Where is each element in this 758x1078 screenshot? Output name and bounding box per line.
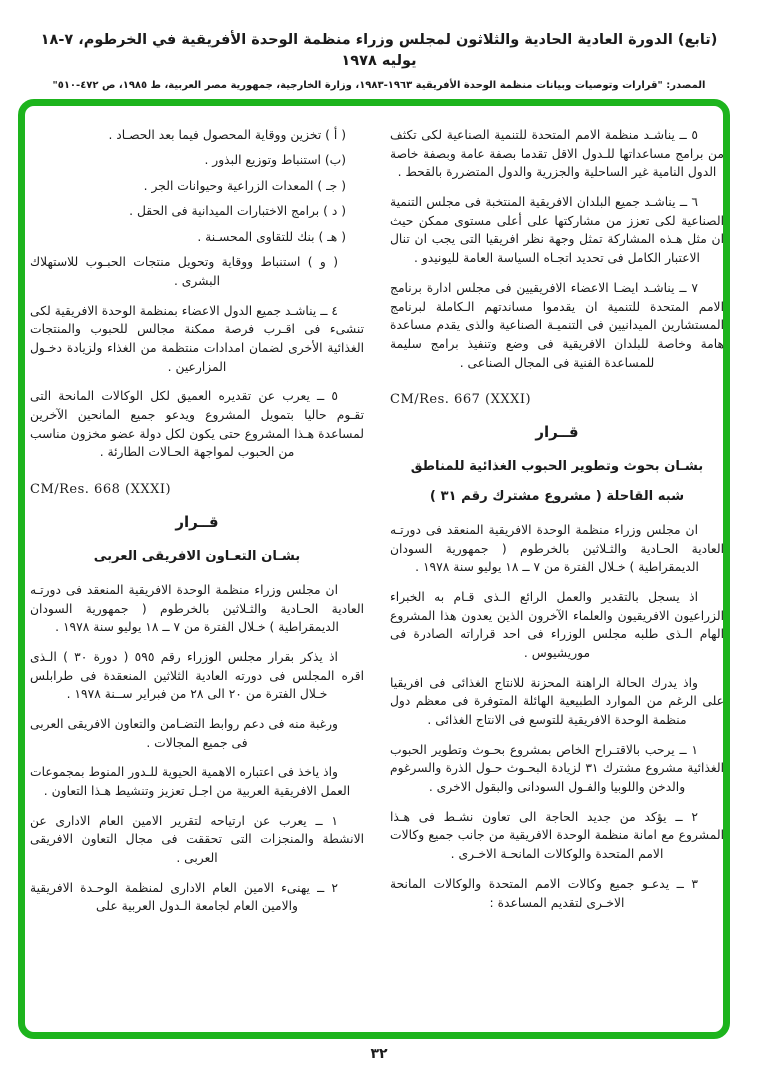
list-item-e: ( هـ ) بنك للتقاوى المحسـنة .: [197, 229, 346, 244]
operative-paragraph-5: ٥ ــ يعرب عن تقديره العميق لكل الوكالات المانحة التى تقـوم حاليا بتمويل المشروع ويدعو جميع المانحين الآخرين لمساعدة هـذا المشروع حتى يكون لكل دولة عضو مخزون مناسب من الحبوب لمواجهة الحـالات الطارئة .: [30, 389, 364, 460]
paragraph-5: ٥ ــ يناشـد منظمة الامم المتحدة للتنمية الصناعية لكى تكثف من برامج مساعداتها للـدول الاقل تقدما بصفة عامة وبصفة خاصة الدول النامية غير الساحلية والجزرية والدول المتضررة بالقحط .: [390, 128, 724, 180]
operative-paragraph-1: ١ ــ يعرب عن ارتياحه لتقرير الامين العام الادارى عن الانشطة والمنجزات التى تحققت فى مجال التعاون الافريقى العربى .: [30, 813, 364, 866]
source-citation: المصدر: "قرارات وتوصيات وبيانات منظمة الوحدة الأفريقية ١٩٦٣-١٩٨٣، وزارة الخارجية، جمهورية مصر العربية، ط ١٩٨٥، ص ٤٧٢-٥١٠": [52, 80, 706, 92]
list-item-d: ( د ) برامج الاختبارات الميدانية فى الحقل .: [129, 204, 346, 219]
list-item-a: ( أ ) تخزين ووقاية المحصول فيما بعد الحصـاد .: [108, 128, 346, 142]
recital-paragraph: اذ يسجل بالتقدير والعمل الرائع الـذى قـام به الخبراء الزراعيون الافريقيون والعلماء الآخرون الذين يعدون هذا المشروع الهام الـذى طلبه مجلس الوزراء فى احد قراراته الصادرة فى موريشيوس .: [390, 589, 724, 660]
list-item-c: ( جـ ) المعدات الزراعية وحيوانات الجر .: [143, 178, 346, 193]
paragraph-7: ٧ ــ يناشـد ايضـا الاعضاء الافريقيين فى مجلس ادارة برنامج الامم المتحدة للتنمية ان يقدموا مساندتهم الـكاملة لبرنامج المستشارين الميدانيين فى التنميـة الصناعية والذى يقدم مساعدة هامة وخاصة للبلدان الافريقية فى وضع وتنفيذ برامج سليمة للمساعدة الفنية فى المجال الصناعى .: [390, 280, 724, 370]
resolution-number-668: CM/Res. 668 (XXXI): [30, 482, 172, 498]
left-column: [30, 126, 364, 1014]
list-item-f: ( و ) استنباط ووقاية وتحويل منتجات الحبـوب للاستهلاك البشرى .: [30, 255, 338, 288]
preamble-paragraph: ان مجلس وزراء منظمة الوحدة الافريقية المنعقد فى دورتـه العادية الحـادية والثـلاثين بالخرطوم ( جمهورية السودان الديمقراطية ) خـلال الفترة من ٧ ــ ١٨ يوليو سنة ١٩٧٨ .: [30, 582, 364, 635]
session-title: (تابع) الدورة العادية الحادية والثلاثون لمجلس وزراء منظمة الوحدة الأفريقية في الخرطوم، ٧-١٨ يوليه ١٩٧٨: [40, 32, 718, 70]
operative-paragraph-1: ١ ــ يرحب بالاقتـراح الخاص بمشروع بحـوث وتطوير الحبوب الغذائية مشروع مشترك ٣١ لزيادة البحـوث حـول الذرة والسرغوم والدخن واللوبيا والفـول السودانى والبقول الاخرى .: [390, 742, 724, 795]
right-column: [390, 126, 724, 1014]
list-item-b: (ب) استنباط وتوزيع البذور .: [204, 153, 346, 168]
page-number: ٣٢: [370, 1046, 388, 1062]
resolution-number-667: CM/Res. 667 (XXXI): [390, 392, 532, 408]
operative-paragraph-3: ٣ ــ يدعـو جميع وكالات الامم المتحدة والوكالات المانحة الاخـرى لتقديم المساعدة :: [390, 876, 698, 910]
resolution-subject: بشـان التعـاون الافريقى العربى: [93, 549, 301, 565]
text-columns: [30, 126, 724, 1014]
recital-paragraph: واذ يدرك الحالة الراهنة المحزنة للانتاج الغذائى فى افريقيا على الرغم من الموارد الطبيعية الهائلة المتوفرة فى معظم دول منظمة الوحدة الافريقية للتوسع فى الانتاج الغذائى .: [390, 675, 724, 728]
operative-paragraph-4: ٤ ــ يناشـد جميع الدول الاعضاء بمنظمة الوحدة الافريقية لكى تنشىء فى اقـرب فرصة ممكنة مجالس للحبوب والمنتجات الغذائية الأخرى لضمان امدادات منتظمة من الغذاء ولزيادة دخـول المزارعين .: [30, 303, 364, 374]
resolution-heading: قــرار: [535, 423, 579, 442]
resolution-heading: قــرار: [175, 513, 219, 532]
resolution-subject-line1: بشـان بحوث وتطوير الحبوب الغذائية للمناطق: [410, 459, 704, 475]
paragraph-6: ٦ ــ يناشـد جميع البلدان الافريقية المنتخبة فى مجلس التنمية الصناعية لكى تعزز من مشاركتها على أعلى مستوى ممكن حيث ان مثل هـذه المشاركة تمثل وجهة نظر افريقيا التى يجب ان تنال الاعتبار الكامل فى تحديد اتجـاه السياسة العامة لليونيدو .: [390, 195, 724, 266]
recital-paragraph: واذ ياخذ فى اعتباره الاهمية الحيوية للـدور المنوط بمجموعات العمل الافريقية العربية من اجـل تعزيز وتنشيط هـذا التعاون .: [30, 765, 351, 799]
operative-paragraph-2: ٢ ــ يهنىء الامين العام الادارى لمنظمة الوحـدة الافريقية والامين العام لجامعة الـدول العربية على: [30, 880, 338, 914]
recital-paragraph: ورغبة منه فى دعم روابط التضـامن والتعاون الافريقى العربى فى جميع المجالات .: [30, 716, 338, 750]
preamble-paragraph: ان مجلس وزراء منظمة الوحدة الافريقية المنعقد فى دورتـه العادية الحـادية والثـلاثين بالخرطوم ( جمهورية السودان الديمقراطية ) خـلال الفترة من ٧ ــ ١٨ يوليو سنة ١٩٧٨ .: [390, 522, 724, 575]
recital-paragraph: اذ يذكر بقرار مجلس الوزراء رقم ٥٩٥ ( دورة ٣٠ ) الـذى اقره المجلس فى دورته العادية الثلاثين المنعقدة فى طرابلس خـلال الفترة من ٢٠ الى ٢٨ من فبراير ســنة ١٩٧٨ .: [30, 649, 364, 702]
operative-paragraph-2: ٢ ــ يؤكد من جديد الحاجة الى تعاون نشـط فى هـذا المشروع مع امانة منظمة الوحدة الافريقية من جانب جميع وكالات الامم المتحدة والوكالات المانحـة الاخـرى .: [390, 809, 724, 862]
page-header: [22, 30, 736, 93]
resolution-subject-line2: شبه القاحلة ( مشروع مشترك رقم ٣١ ): [429, 489, 685, 505]
